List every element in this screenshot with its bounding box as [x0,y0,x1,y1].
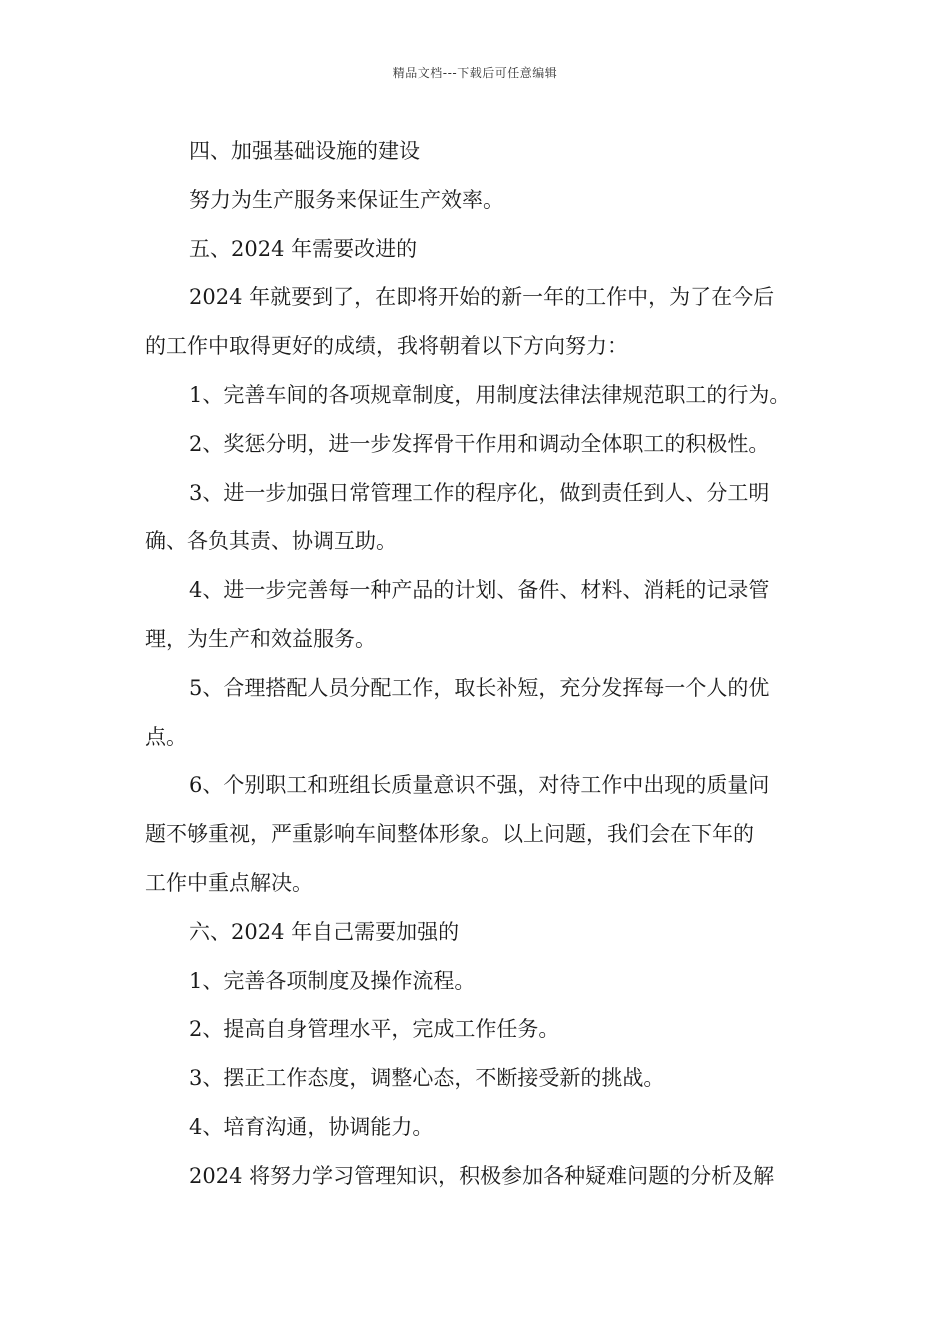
list-item: 4、进一步完善每一种产品的计划、备件、材料、消耗的记录管 [189,578,770,603]
list-item: 1、完善各项制度及操作流程。 [189,968,476,993]
list-item: 2、提高自身管理水平，完成工作任务。 [189,1017,560,1042]
paragraph-line: 努力为生产服务来保证生产效率。 [189,187,504,212]
list-item-continuation: 理，为生产和效益服务。 [145,626,376,651]
list-item: 4、培育沟通，协调能力。 [189,1114,434,1139]
list-item: 5、合理搭配人员分配工作，取长补短，充分发挥每一个人的优 [189,675,770,700]
section-heading-4: 四、加强基础设施的建设 [189,139,420,163]
list-item: 6、个别职工和班组长质量意识不强，对待工作中出现的质量问 [189,773,770,798]
section-heading-5: 五、2024 年需要改进的 [189,236,418,261]
list-item-continuation: 点。 [145,724,187,749]
list-item: 2、奖惩分明，进一步发挥骨干作用和调动全体职工的积极性。 [189,431,770,456]
paragraph-line: 2024 年就要到了，在即将开始的新一年的工作中，为了在今后 [189,285,775,310]
list-item-continuation: 确、各负其责、协调互助。 [145,529,397,554]
list-item-continuation: 工作中重点解决。 [145,870,313,895]
list-item: 3、进一步加强日常管理工作的程序化，做到责任到人、分工明 [189,480,770,505]
list-item: 1、完善车间的各项规章制度，用制度法律法律规范职工的行为。 [189,382,791,407]
paragraph-line: 的工作中取得更好的成绩，我将朝着以下方向努力： [145,334,628,359]
section-heading-6: 六、2024 年自己需要加强的 [189,919,460,944]
list-item: 3、摆正工作态度，调整心态，不断接受新的挑战。 [189,1066,665,1091]
document-body [145,127,815,1201]
paragraph-line: 2024 将努力学习管理知识，积极参加各种疑难问题的分析及解 [189,1163,775,1188]
page-header: 精品文档---下载后可任意编辑 [392,66,558,80]
list-item-continuation: 题不够重视，严重影响车间整体形象。以上问题，我们会在下年的 [145,822,754,847]
